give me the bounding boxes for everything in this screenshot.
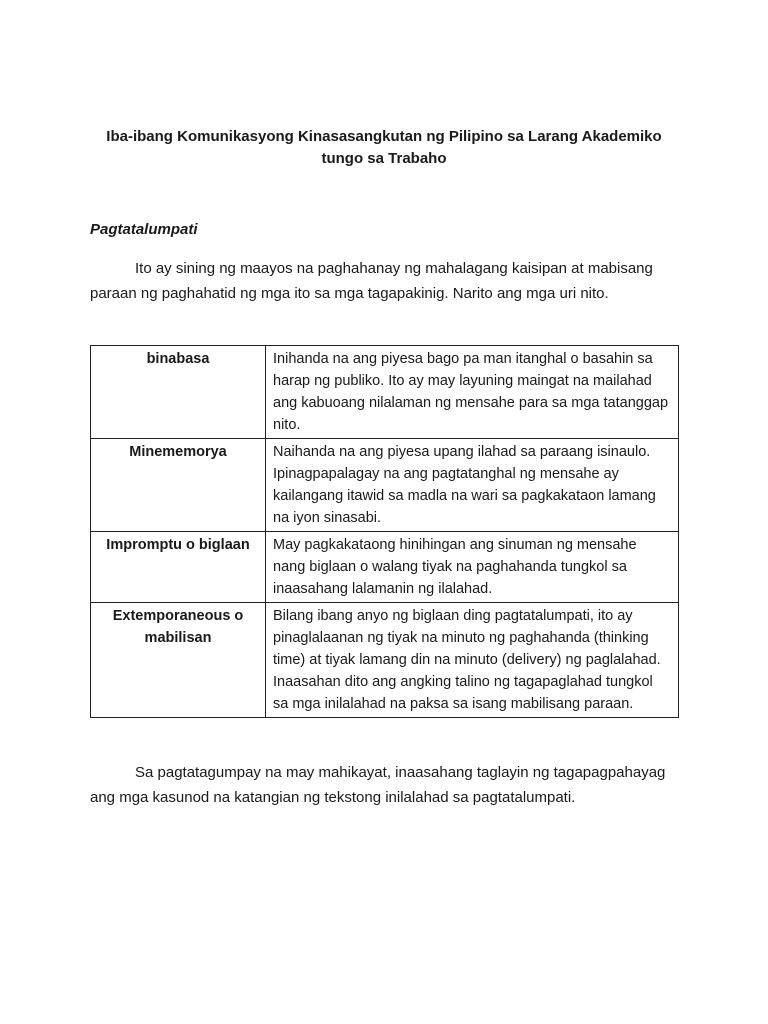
table-cell-description: Bilang ibang anyo ng biglaan ding pagtatalumpati, ito ay pinaglalaanan ng tiyak na minuto ng paghahanda (thinking time) at tiyak lamang din na minuto (delivery) ng paglalahad. Inaasahan dito ang angking talino ng tagapaglahad tungkol sa mga inilalahad na paksa sa isang mabilisang paraan. [266,603,679,718]
table-cell-description: Naihanda na ang piyesa upang ilahad sa paraang isinaulo. Ipinagpapalagay na ang pagtatanghal ng mensahe ay kailangang itawid sa madla na wari sa pagkakataon lamang na iyon sinasabi. [266,439,679,532]
section-heading: Pagtatalumpati [90,221,198,238]
closing-paragraph: Sa pagtatagumpay na may mahikayat, inaasahang taglayin ng tagapagpahayag ang mga kasunod na katangian ng tekstong inilalahad sa pagtatalumpati. [90,764,666,806]
table-row [91,346,679,439]
table-cell-term: binabasa [91,346,266,439]
document-title: Iba-ibang Komunikasyong Kinasasangkutan ng Pilipino sa Larang Akademiko tungo sa Trabaho [106,128,662,167]
table-cell-term: Impromptu o biglaan [91,532,266,603]
table-row [91,439,679,532]
table-cell-term: Extemporaneous o mabilisan [91,603,266,718]
intro-paragraph: Ito ay sining ng maayos na paghahanay ng mahalagang kaisipan at mabisang paraan ng paghahatid ng mga ito sa mga tagapakinig. Narito ang mga uri nito. [90,260,653,302]
table-cell-description: May pagkakataong hinihingan ang sinuman ng mensahe nang biglaan o walang tiyak na paghahanda tungkol sa inaasahang lalamanin ng ilalahad. [266,532,679,603]
table-cell-term: Minememorya [91,439,266,532]
speech-types-table [90,345,679,718]
table-row [91,603,679,718]
table-cell-description: Inihanda na ang piyesa bago pa man itanghal o basahin sa harap ng publiko. Ito ay may layuning maingat na mailahad ang kabuoang nilalaman ng mensahe para sa mga tatanggap nito. [266,346,679,439]
table-row [91,532,679,603]
